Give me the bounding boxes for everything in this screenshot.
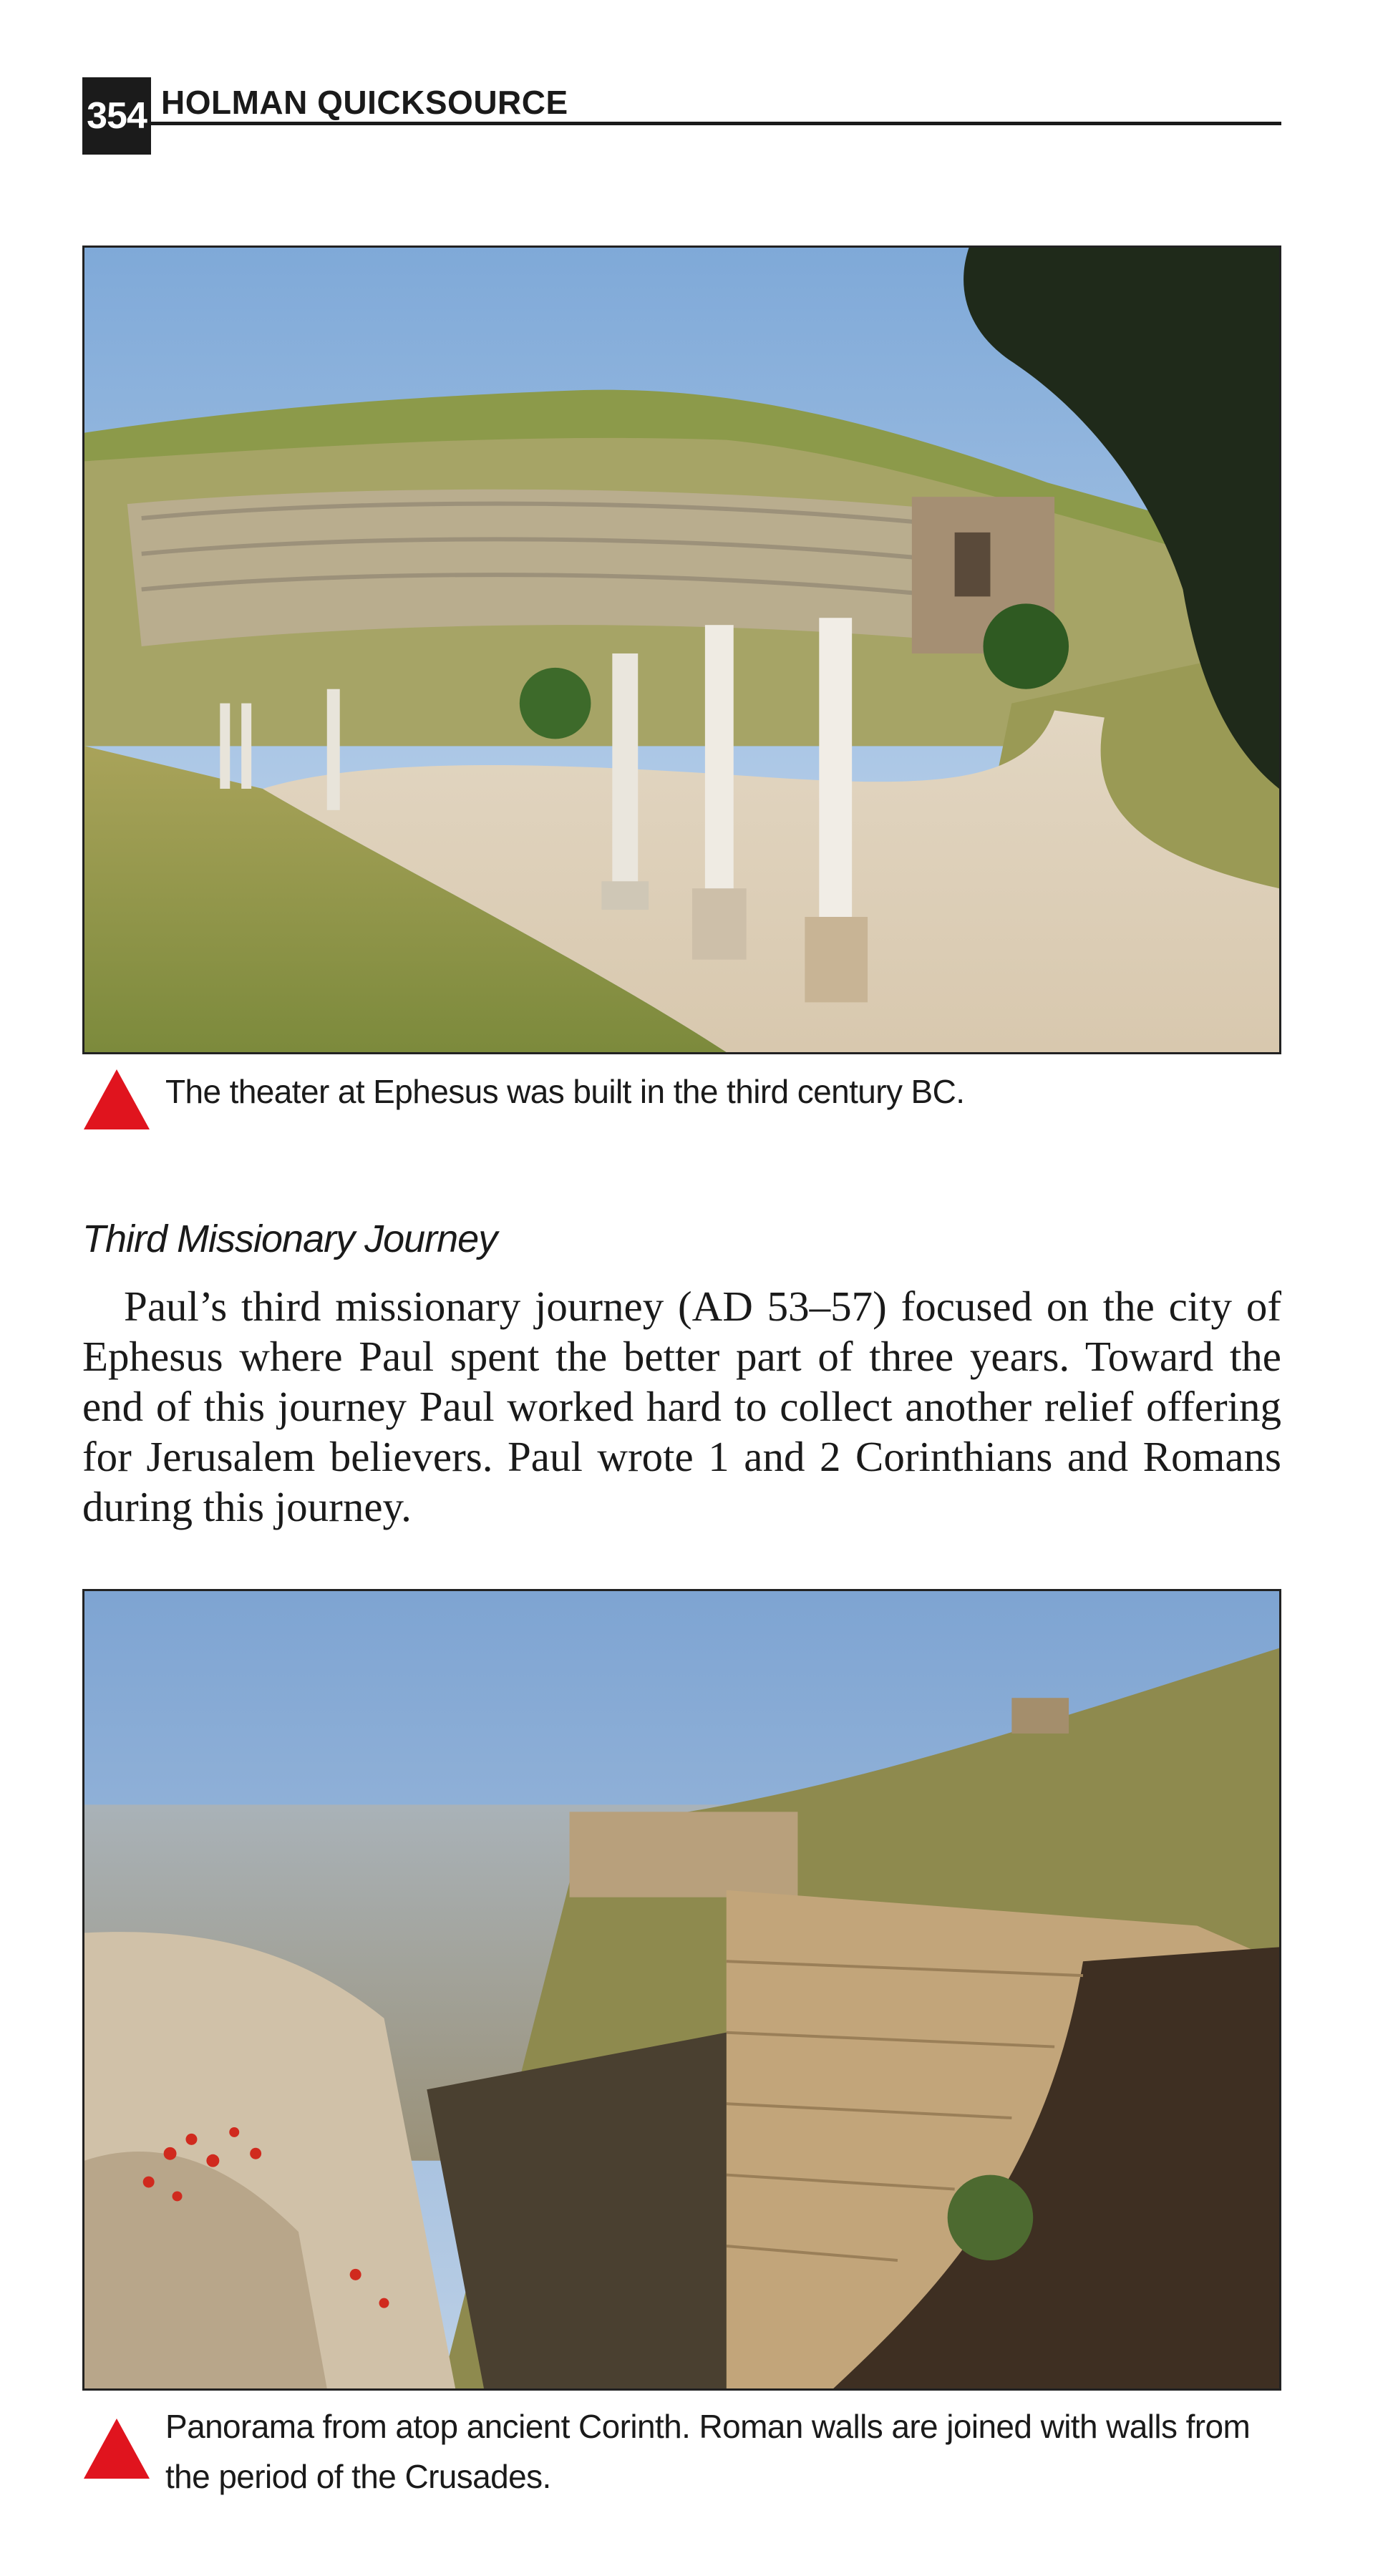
corinth-panorama-photo: [82, 1589, 1281, 2391]
figure-caption: [82, 1066, 1281, 1138]
running-head: HOLMAN QUICKSOURCE: [161, 84, 568, 121]
page-header: [82, 77, 1281, 156]
caption-text: Panorama from atop ancient Corinth. Roman walls are joined with walls from the period of the Crusades.: [165, 2408, 1251, 2495]
section-heading: Third Missionary Journey: [82, 1217, 498, 1260]
header-rule: [151, 122, 1281, 125]
caption-text: The theater at Ephesus was built in the third century BC.: [165, 1073, 965, 1110]
caption-triangle-icon: [82, 1066, 151, 1131]
page-number: 354: [82, 77, 151, 155]
caption-triangle-icon: [82, 2416, 151, 2480]
body-paragraph: Paul’s third missionary journey (AD 53–57) focused on the city of Ephesus where Paul spent the better part of three years. Toward the end of this journey Paul worked hard to collect another relief offering for Jerusalem believers. Paul wrote 1 and 2 Corinthians and Romans during this journey.: [82, 1283, 1281, 1530]
ephesus-theater-photo: [82, 246, 1281, 1054]
figure-caption: [82, 2401, 1281, 2516]
